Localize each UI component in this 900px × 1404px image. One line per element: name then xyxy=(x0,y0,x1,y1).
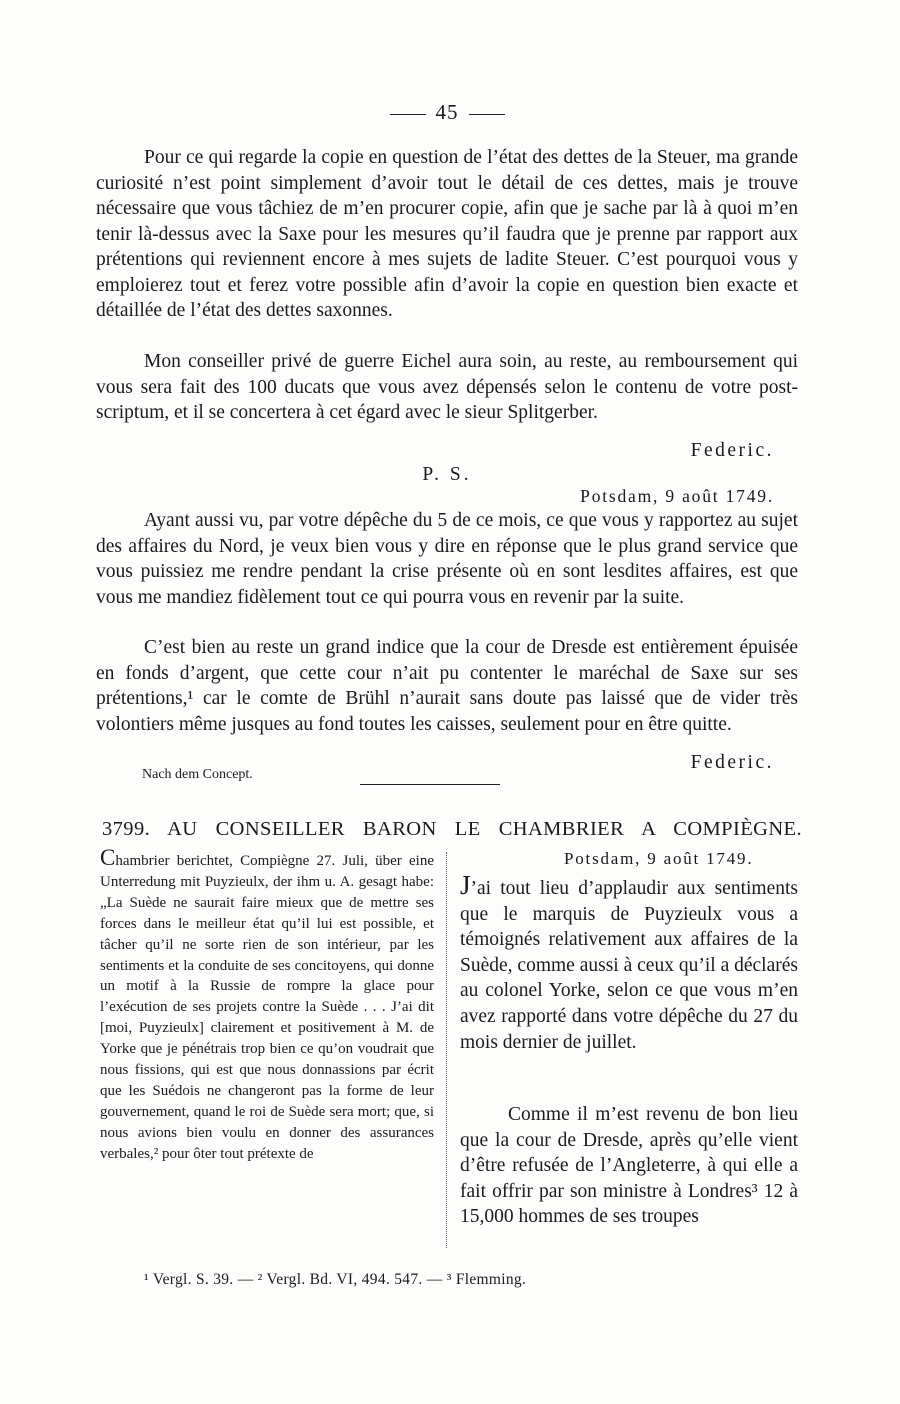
footnotes: ¹ Vergl. S. 39. — ² Vergl. Bd. VI, 494. 547. — ³ Flemming. xyxy=(144,1271,527,1288)
page-number-value: 45 xyxy=(435,100,459,124)
column-divider xyxy=(446,852,447,1248)
postscript-paragraph-1: Ayant aussi vu, par votre dépêche du 5 de ce mois, ce que vous y rapportez au sujet des affaires du Nord, je veux bien vous y dire en réponse que le plus grand service que vous puissiez me rendre pendant la crise présente où en sont lesdites affaires, est que vous me mandiez fidèlement tout ce qui pourra vous en revenir par la suite. xyxy=(96,510,798,608)
letter-body-text-1: ’ai tout lieu d’applaudir aux sentiments que le marquis de Puyzieulx vous a témoignés relativement aux affaires de la Suède, comme aussi à ceux qu’il a déclarés au colonel Yorke, selon ce que vous m’en avez rapporté dans votre dépêche du 27 du mois dernier de juillet. xyxy=(460,878,798,1053)
summary-text: hambrier berichtet, Compiègne 27. Juli, über eine Unterredung mit Puyzieulx, der ihm u. A. gesagt habe: „La Suède ne saurait faire mieux que de mettre ses forces dans le meilleur état qu’il lui est possible, et tâcher qu’il ne sorte rien de son intérieur, par les sentiments et la conduite de ses concitoyens, qui donne un motif à la Russie de rompre la glace pour l’exécution de ses projets contre la Suède . . . J’ai dit [moi, Puyzieulx] clairement et positivement à M. de Yorke que je pénétrais trop bien ce qu’on voudrait que nous fissions, qui est que nous donnassions par écrit que les Suédois ne changeront pas la forme de leur gouvernement, quand le roi de Suède sera mort; que, si nous avions bien voulu en donner des assurances verbales,² pour ôter tout prétexte de xyxy=(100,853,434,1162)
source-note: Nach dem Concept. xyxy=(142,767,253,782)
body-paragraph-1: Pour ce qui regarde la copie en question de l’état des dettes de la Steuer, ma grande curiosité n’est point simplement d’avoir tout le détail de ces dettes, mais je trouve nécessaire que vous tâchiez de m’en procurer copie, afin que je sache par là à quoi m’en tenir là-dessus avec la Saxe pour les mesures qu’il faudra que je prenne par rapport aux prétentions qui reviennent encore à mes sujets de ladite Steuer. C’est pourquoi vous y emploierez tout et ferez votre possible afin d’avoir la copie en question bien exacte et détaillée de l’état des dettes saxonnes. xyxy=(96,147,798,321)
postscript-dateline: Potsdam, 9 août 1749. xyxy=(580,486,774,506)
letter-body-paragraph-2: Comme il m’est revenu de bon lieu que la cour de Dresde, après qu’elle vient d’être refusée de l’Angleterre, à qui elle a fait offrir par son ministre à Londres³ 12 à 15,000 hommes de ses troupes xyxy=(460,1104,798,1228)
page-number-dash-right xyxy=(469,114,505,115)
postscript-paragraph-2: C’est bien au reste un grand indice que la cour de Dresde est entièrement épuisée en fonds d’argent, que cette cour n’ait pu contenter le maréchal de Saxe sur ses prétentions,¹ car le comte de Brühl n’aurait sans doute pas laissé que de vider très volontiers même jusques au fond toutes les caisses, seulement pour en être quitte. xyxy=(96,637,798,735)
page-number-dash-left xyxy=(390,114,426,115)
summary-column xyxy=(100,845,434,1165)
section-rule xyxy=(360,784,500,785)
letter-dateline: Potsdam, 9 août 1749. xyxy=(564,849,754,868)
letter-initial: J xyxy=(460,870,471,900)
body-paragraph-2: Mon conseiller privé de guerre Eichel aura soin, au reste, au remboursement qui vous sera fait des 100 ducats que vous avez dépensés selon le contenu de votre post-scriptum, et il se concertera à cet égard avec le sieur Splitgerber. xyxy=(96,351,798,423)
postscript-heading: P. S. xyxy=(422,464,472,485)
letter-body-paragraph-1 xyxy=(460,870,798,1055)
document-page xyxy=(96,0,802,1404)
signature-2: Federic. xyxy=(690,752,774,773)
page-number xyxy=(96,100,798,125)
letter-heading: 3799. AU CONSEILLER BARON LE CHAMBRIER A COMPIÈGNE. xyxy=(102,818,802,840)
signature-1: Federic. xyxy=(690,440,774,461)
summary-initial: C xyxy=(100,845,116,870)
